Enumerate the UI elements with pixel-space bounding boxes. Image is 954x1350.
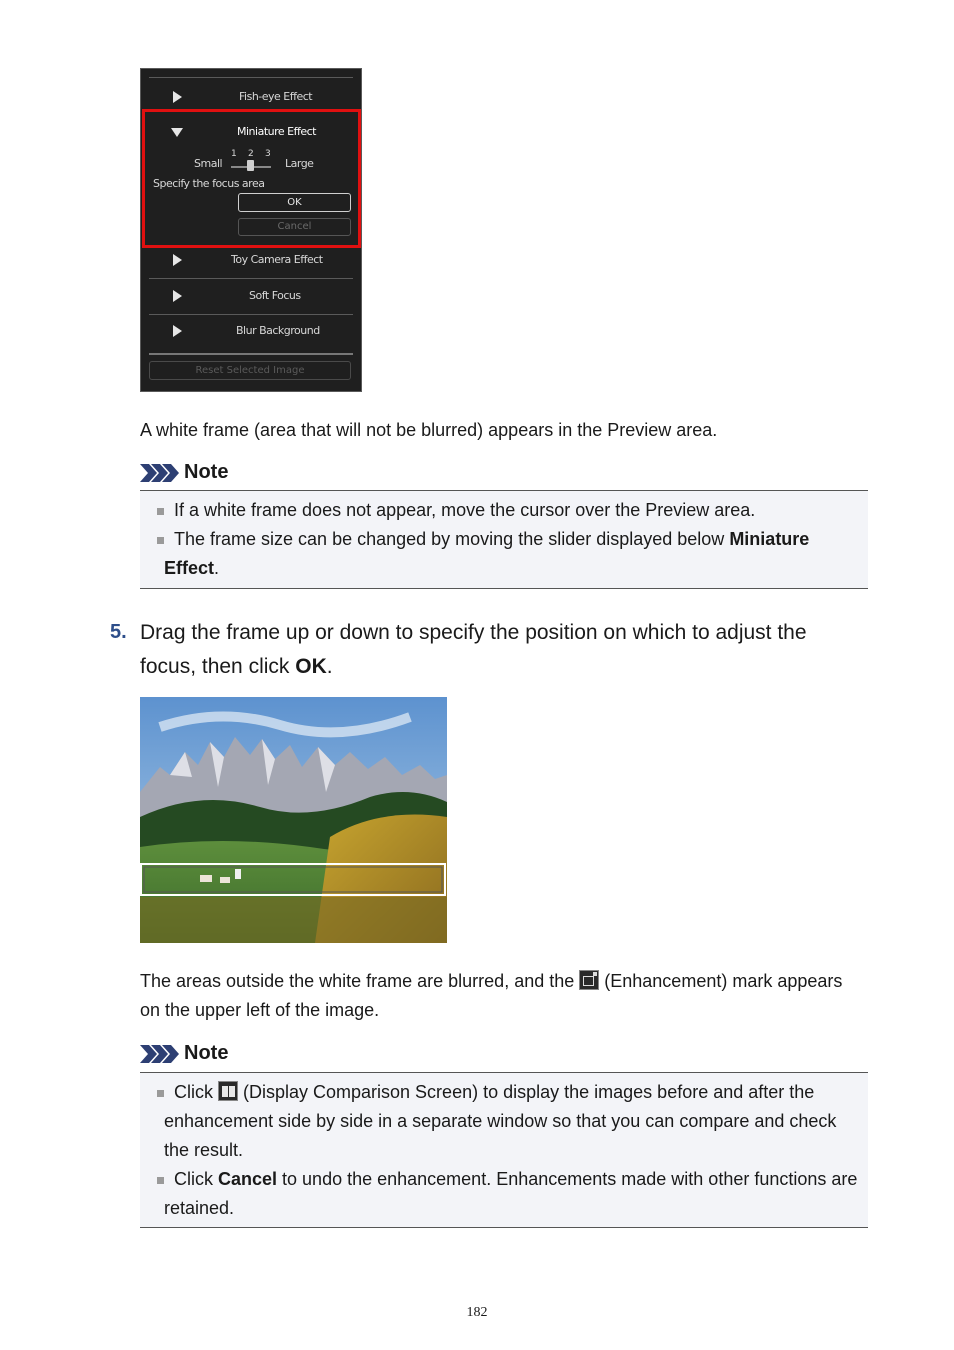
step-text: . bbox=[326, 655, 333, 678]
size-large-label: Large bbox=[285, 157, 314, 170]
cancel-button[interactable]: Cancel bbox=[238, 218, 351, 236]
cancel-term: Cancel bbox=[218, 1169, 278, 1189]
note-item-text: Click bbox=[174, 1169, 218, 1189]
panel-divider bbox=[149, 314, 353, 315]
step-number: 5. bbox=[110, 621, 127, 643]
slider-tick-1: 1 bbox=[231, 149, 237, 159]
page-number: 182 bbox=[466, 1305, 488, 1320]
collapse-arrow-icon bbox=[171, 128, 183, 137]
soft-focus-label: Soft Focus bbox=[249, 289, 301, 302]
note-title: Note bbox=[184, 461, 229, 483]
expand-arrow-icon bbox=[173, 254, 182, 266]
note-item-text: If a white frame does not appear, move the cursor over the Preview area. bbox=[174, 500, 756, 520]
note-item-text: to undo the enhancement. Enhancements made with other functions are retained. bbox=[164, 1169, 858, 1218]
note-box bbox=[140, 490, 868, 589]
paragraph-text: (Enhancement) mark appears on the upper left of the image. bbox=[140, 971, 843, 1020]
miniature-preview-photo bbox=[140, 697, 447, 943]
note-item bbox=[140, 525, 868, 583]
blur-result-text bbox=[140, 967, 860, 1025]
bullet-icon bbox=[157, 1177, 164, 1184]
note-item bbox=[140, 1165, 868, 1223]
note-item-text: . bbox=[214, 558, 220, 578]
display-comparison-screen-icon bbox=[218, 1081, 238, 1101]
slider-tick-2: 2 bbox=[248, 149, 254, 159]
bullet-icon bbox=[157, 508, 164, 515]
panel-divider bbox=[149, 278, 353, 279]
blur-background-label: Blur Background bbox=[236, 324, 320, 337]
note-box bbox=[140, 1072, 868, 1228]
note-item-text: The frame size can be changed by moving the slider displayed below bbox=[174, 529, 730, 549]
reset-selected-image-button[interactable]: Reset Selected Image bbox=[149, 361, 351, 380]
ok-term: OK bbox=[295, 655, 327, 678]
size-small-label: Small bbox=[194, 157, 223, 170]
note-chevrons-icon bbox=[140, 464, 180, 482]
preview-frame-text: A white frame (area that will not be blurred) appears in the Preview area. bbox=[140, 420, 718, 440]
note-title: Note bbox=[184, 1042, 229, 1064]
note-chevrons-icon bbox=[140, 1045, 180, 1063]
note-item-text: (Display Comparison Screen) to display the images before and after the enhancement side by side in a separate window so that you can compare and check the result. bbox=[164, 1082, 837, 1160]
miniature-effect-term: Miniature Effect bbox=[164, 529, 810, 578]
expand-arrow-icon bbox=[173, 91, 182, 103]
expand-arrow-icon bbox=[173, 290, 182, 302]
bullet-icon bbox=[157, 1090, 164, 1097]
step-text: Drag the frame up or down to specify the position on which to adjust the focus, then click bbox=[140, 621, 807, 678]
size-slider-thumb[interactable] bbox=[247, 160, 254, 171]
ok-button[interactable]: OK bbox=[238, 193, 351, 212]
focus-area-label: Specify the focus area bbox=[153, 177, 265, 190]
step-instruction bbox=[140, 616, 865, 684]
panel-divider bbox=[149, 353, 353, 355]
enhancement-mark-icon bbox=[579, 970, 599, 990]
paragraph-text: The areas outside the white frame are blurred, and the bbox=[140, 971, 580, 991]
note-item bbox=[140, 1078, 868, 1165]
toy-camera-effect-label: Toy Camera Effect bbox=[231, 253, 323, 266]
fisheye-effect-label: Fish-eye Effect bbox=[239, 90, 313, 103]
expand-arrow-icon bbox=[173, 325, 182, 337]
panel-divider bbox=[149, 77, 353, 78]
effects-panel-screenshot bbox=[140, 68, 362, 392]
bullet-icon bbox=[157, 537, 164, 544]
miniature-effect-label: Miniature Effect bbox=[237, 125, 316, 138]
note-item bbox=[140, 496, 868, 525]
note-item-text: Click bbox=[174, 1082, 218, 1102]
slider-tick-3: 3 bbox=[265, 149, 271, 159]
